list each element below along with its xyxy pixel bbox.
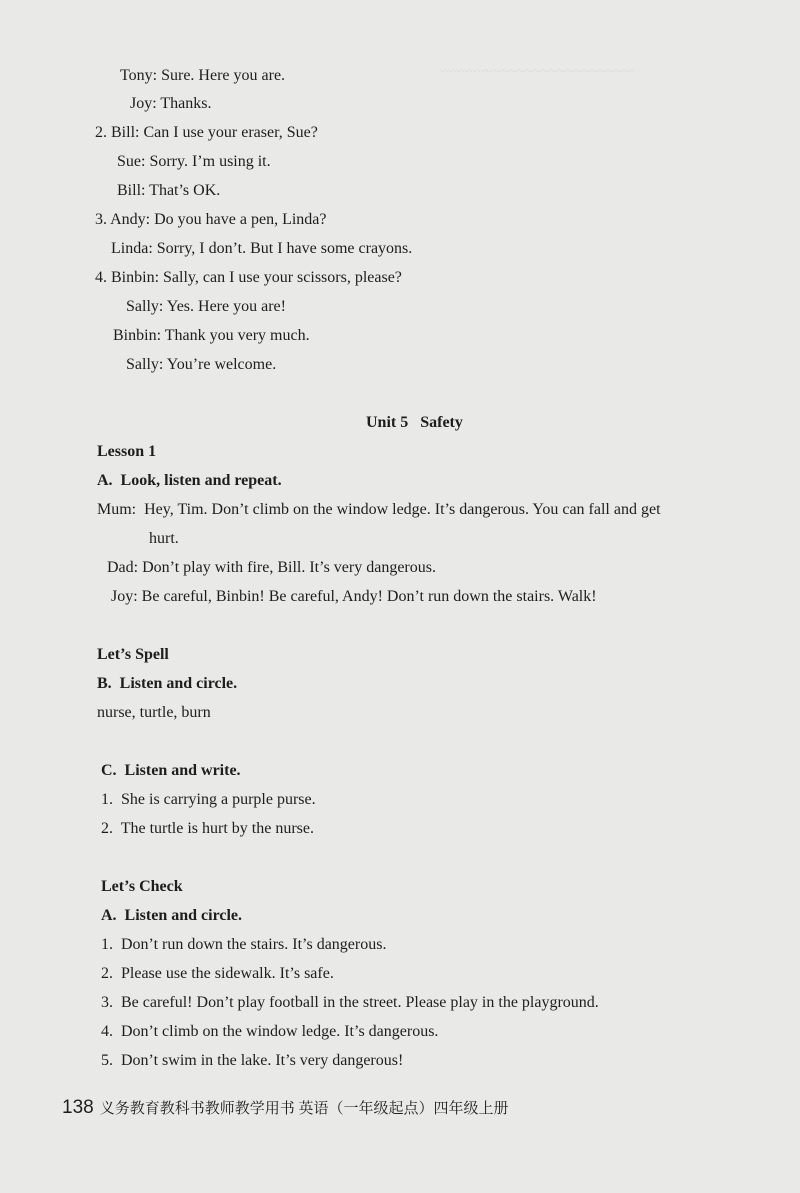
dialogue-line: Joy: Be careful, Binbin! Be careful, Andy! Don’t run down the stairs. Walk!	[111, 588, 597, 605]
section-heading: A. Look, listen and repeat.	[97, 472, 282, 489]
dialogue-line: 4. Binbin: Sally, can I use your scissors, please?	[95, 269, 402, 286]
word-list: nurse, turtle, burn	[97, 704, 211, 721]
dialogue-line: Bill: That’s OK.	[117, 182, 221, 199]
dialogue-line: hurt.	[149, 530, 179, 547]
dialogue-line: Linda: Sorry, I don’t. But I have some crayons.	[111, 240, 413, 257]
section-heading: A. Listen and circle.	[101, 907, 243, 924]
list-item: 1. Don’t run down the stairs. It’s dangerous.	[101, 936, 387, 953]
unit-title: Unit 5 Safety	[366, 414, 463, 431]
section-heading: C. Listen and write.	[101, 762, 241, 779]
section-heading: B. Listen and circle.	[97, 675, 238, 692]
dialogue-line: Tony: Sure. Here you are.	[120, 67, 286, 84]
dialogue-line: 3. Andy: Do you have a pen, Linda?	[95, 211, 327, 228]
lesson-heading: Lesson 1	[97, 443, 157, 460]
dialogue-line: Sue: Sorry. I’m using it.	[117, 153, 271, 170]
dialogue-line: Sally: Yes. Here you are!	[126, 298, 286, 315]
list-item: 3. Be careful! Don’t play football in the street. Please play in the playground.	[101, 994, 599, 1011]
list-item: 5. Don’t swim in the lake. It’s very dangerous!	[101, 1052, 404, 1069]
page-number: 138	[62, 1097, 94, 1118]
dialogue-line: Dad: Don’t play with fire, Bill. It’s very dangerous.	[107, 559, 436, 576]
dialogue-line: Mum: Hey, Tim. Don’t climb on the window ledge. It’s dangerous. You can fall and get	[97, 501, 661, 518]
section-heading: Let’s Check	[101, 878, 183, 895]
list-item: 1. She is carrying a purple purse.	[101, 791, 316, 808]
dialogue-line: Joy: Thanks.	[130, 95, 212, 112]
bleed-through-text: ~~~~~~~~~~~~~~~~~~~~~~~~	[440, 64, 635, 80]
list-item: 4. Don’t climb on the window ledge. It’s dangerous.	[101, 1023, 439, 1040]
list-item: 2. The turtle is hurt by the nurse.	[101, 820, 314, 837]
dialogue-line: 2. Bill: Can I use your eraser, Sue?	[95, 124, 318, 141]
dialogue-line: Sally: You’re welcome.	[126, 356, 277, 373]
list-item: 2. Please use the sidewalk. It’s safe.	[101, 965, 334, 982]
page-footer	[62, 1098, 508, 1119]
section-heading: Let’s Spell	[97, 646, 169, 663]
dialogue-line: Binbin: Thank you very much.	[113, 327, 310, 344]
book-title: 义务教育教科书教师教学用书 英语（一年级起点）四年级上册	[99, 1101, 509, 1117]
